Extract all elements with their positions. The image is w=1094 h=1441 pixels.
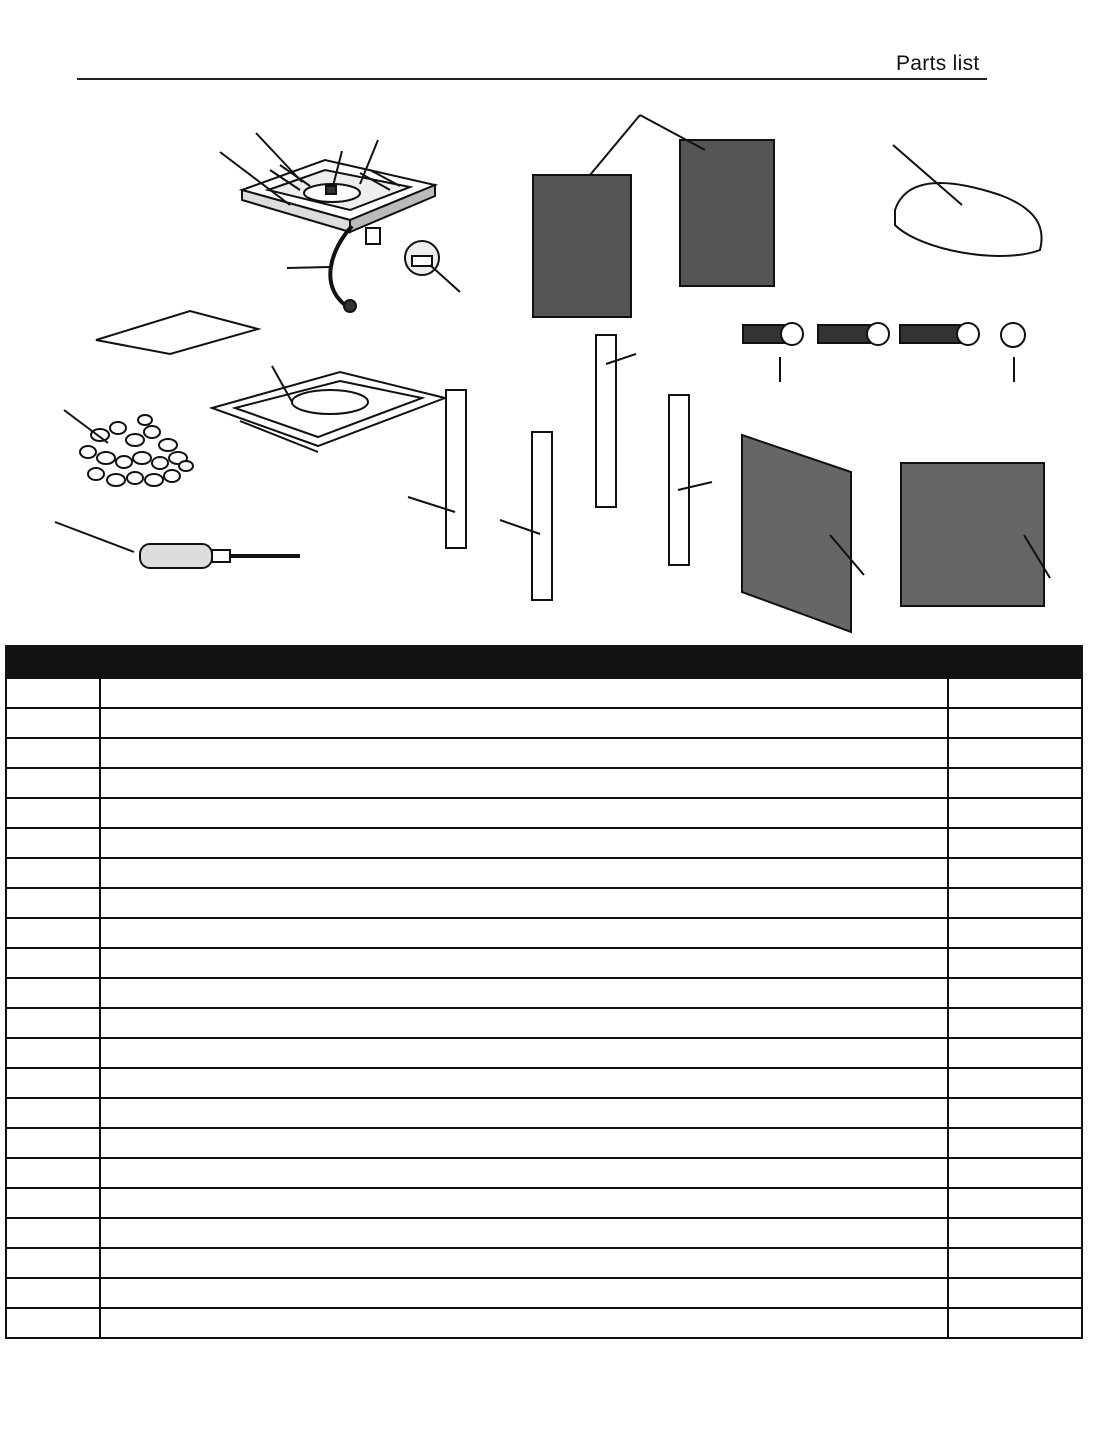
table-row bbox=[5, 829, 1083, 859]
lid-plate-part bbox=[96, 311, 258, 354]
page-title: Parts list bbox=[896, 52, 980, 75]
control-knob-part bbox=[405, 241, 439, 275]
parts-table-header bbox=[5, 645, 1083, 679]
parts-table bbox=[5, 645, 1083, 1339]
leg-part bbox=[446, 335, 689, 600]
table-row bbox=[5, 709, 1083, 739]
table-row bbox=[5, 679, 1083, 709]
table-row bbox=[5, 1069, 1083, 1099]
table-row bbox=[5, 739, 1083, 769]
table-row bbox=[5, 1189, 1083, 1219]
table-row bbox=[5, 1249, 1083, 1279]
table-row bbox=[5, 889, 1083, 919]
mesh-screen-part bbox=[533, 140, 774, 317]
table-row bbox=[5, 949, 1083, 979]
decorative-panel-part bbox=[742, 435, 1044, 632]
burner-tray-part bbox=[242, 160, 435, 312]
cover-part bbox=[895, 183, 1042, 256]
washer-part bbox=[1001, 323, 1025, 347]
table-row bbox=[5, 1309, 1083, 1339]
lava-rocks-part bbox=[80, 415, 193, 486]
table-row bbox=[5, 1219, 1083, 1249]
table-row bbox=[5, 1279, 1083, 1309]
bolt-part bbox=[743, 323, 979, 345]
table-row bbox=[5, 1039, 1083, 1069]
screwdriver-part bbox=[140, 544, 300, 568]
table-row bbox=[5, 769, 1083, 799]
table-row bbox=[5, 919, 1083, 949]
table-row bbox=[5, 1159, 1083, 1189]
table-row bbox=[5, 979, 1083, 1009]
support-frame-part bbox=[212, 372, 445, 452]
table-row bbox=[5, 1099, 1083, 1129]
table-row bbox=[5, 1129, 1083, 1159]
table-row bbox=[5, 859, 1083, 889]
parts-illustration bbox=[0, 0, 1094, 640]
table-row bbox=[5, 799, 1083, 829]
table-row bbox=[5, 1009, 1083, 1039]
